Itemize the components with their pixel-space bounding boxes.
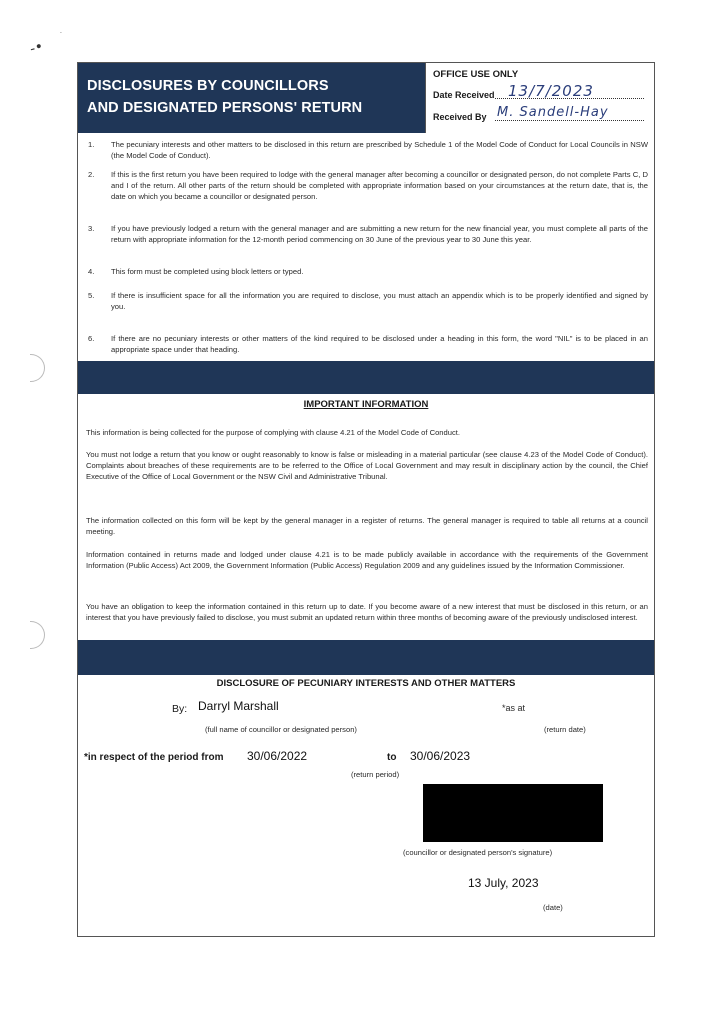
instruction-item (88, 169, 648, 213)
instruction-text: If you have previously lodged a return with the general manager and are submitting a new return for the new financial year, you must complete all parts of the return with appropriate information for the 12-month period commencing on 30 June of the previous year to 30 June this year. (111, 224, 648, 244)
instruction-text: If this is the first return you have been required to lodge with the general manager after becoming a councillor or designated person, do not complete Parts C, D and I of the return. All other parts of the return should be completed with appropriate information based on your circumstances at the return date, that is, the date on which you became a councillor or designated person. (111, 170, 648, 201)
scan-mark: · (60, 30, 62, 37)
instruction-number: 2. (88, 170, 95, 179)
signed-date-value: 13 July, 2023 (468, 876, 539, 890)
date-received-label: Date Received (433, 90, 495, 100)
instruction-number: 6. (88, 334, 95, 343)
form-title (78, 63, 425, 133)
form-title-line1: DISCLOSURES BY COUNCILLORS (87, 78, 329, 94)
instruction-text: If there are no pecuniary interests or other matters of the kind required to be disclosed under a heading in this form, the word "NIL" is to be placed in an appropriate space under that heading. (111, 334, 648, 354)
return-period-caption: (return period) (351, 770, 400, 779)
as-at-label: *as at (502, 703, 526, 713)
period-from-value: 30/06/2022 (247, 749, 308, 763)
instruction-number: 4. (88, 267, 95, 276)
by-label: By: (172, 703, 188, 715)
instruction-item (88, 290, 648, 312)
instruction-item (88, 266, 648, 277)
important-paragraph: You have an obligation to keep the information contained in this return up to date. If you become aware of a new interest that must be disclosed in this return, or an interest that you have previously failed to disclose, you must submit an updated return within three months of becoming aware of the previously undisclosed interest. (86, 602, 648, 622)
instruction-number: 3. (88, 224, 95, 233)
received-by-line (495, 120, 644, 121)
period-to-label: to (387, 752, 397, 763)
punch-hole (30, 354, 45, 382)
instruction-number: 5. (88, 291, 95, 300)
disclosure-title: DISCLOSURE OF PECUNIARY INTERESTS AND OTHER MATTERS (216, 678, 516, 689)
full-name-value: Darryl Marshall (198, 699, 279, 713)
period-to-value: 30/06/2023 (410, 749, 471, 763)
date-caption: (date) (543, 903, 563, 912)
instruction-text: This form must be completed using block letters or typed. (111, 267, 304, 276)
important-information-title: IMPORTANT INFORMATION (303, 399, 429, 410)
disclosure-form (77, 62, 655, 937)
important-paragraph: The information collected on this form will be kept by the general manager in a register of returns. The general manager is required to table all returns at a council meeting. (86, 516, 648, 536)
instruction-item (88, 223, 648, 256)
important-paragraph: Information contained in returns made and lodged under clause 4.21 is to be made publicly available in accordance with the requirements of the Government Information (Public Access) Act 2009, the Government Information (Public Access) Regulation 2009 and any guidelines issued by the Information Commissioner. (86, 550, 648, 570)
period-label: *in respect of the period from (84, 752, 224, 763)
received-by-handwritten: M. Sandell-Hay (497, 105, 609, 120)
date-received-handwritten: 13/7/2023 (508, 82, 594, 100)
instruction-item (88, 333, 648, 355)
signature-caption: (councillor or designated person's signature) (403, 848, 553, 857)
instruction-text: If there is insufficient space for all the information you are required to disclose, you must attach an appendix which is to be properly identified and signed by you. (111, 291, 648, 311)
instruction-number: 1. (88, 140, 95, 149)
return-date-caption: (return date) (544, 725, 586, 734)
scan-mark: -• (28, 38, 46, 58)
instruction-item (88, 139, 648, 161)
full-name-caption: (full name of councillor or designated person) (205, 725, 357, 734)
important-paragraph: You must not lodge a return that you know or ought reasonably to know is false or misleading in a material particular (see clause 4.23 of the Model Code of Conduct). Complaints about breaches of these requirements are to be referred to the Office of Local Government and may result in disciplinary action by the council, the Chief Executive of the Office of Local Government or the NSW Civil and Administrative Tribunal. (86, 450, 648, 481)
office-use-title: OFFICE USE ONLY (433, 69, 519, 80)
section-divider-band (78, 361, 654, 394)
section-divider-band (78, 640, 654, 675)
form-title-line2: AND DESIGNATED PERSONS' RETURN (87, 100, 363, 116)
important-paragraph: This information is being collected for the purpose of complying with clause 4.21 of the Model Code of Conduct. (86, 428, 460, 437)
punch-hole (30, 621, 45, 649)
signature-redaction (423, 784, 603, 842)
received-by-label: Received By (433, 112, 487, 122)
instruction-text: The pecuniary interests and other matters to be disclosed in this return are prescribed by Schedule 1 of the Model Code of Conduct for Local Councils in NSW (the Model Code of Conduct). (111, 140, 648, 160)
form-header (78, 63, 654, 133)
